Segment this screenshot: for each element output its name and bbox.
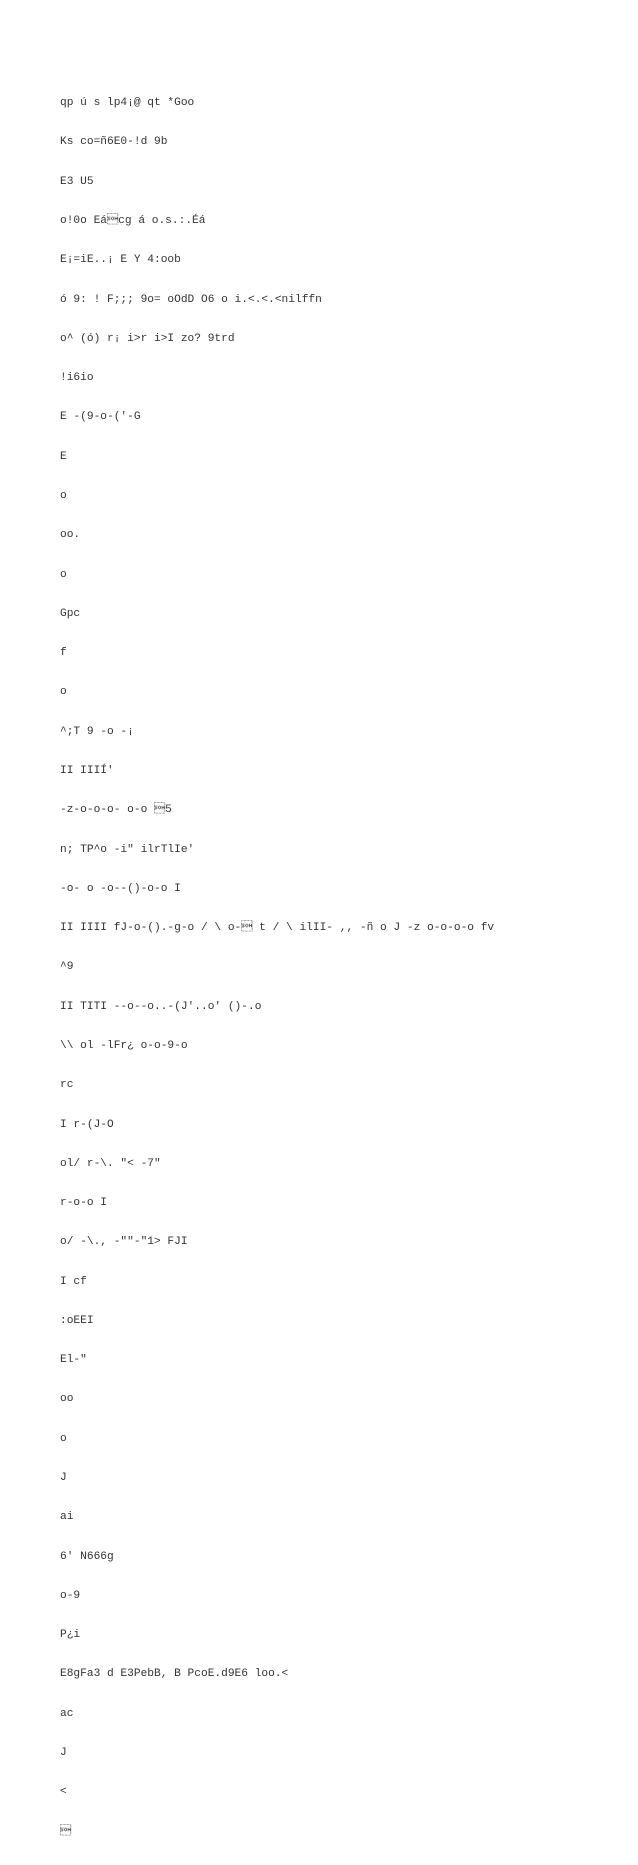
text-line: qp ú s lp4¡@ qt *Goo	[60, 97, 195, 110]
text-line: o-9	[60, 1589, 81, 1602]
text-line: Gpc	[60, 607, 81, 620]
text-line: o	[60, 1432, 67, 1445]
text-line: I cf	[60, 1275, 87, 1288]
text-line: n; TP^o -i" ilrTlIe'	[60, 843, 195, 856]
text-line: ac	[60, 1707, 74, 1720]
ocr-text-block	[60, 71, 620, 1865]
text-line: f	[60, 647, 67, 660]
text-line: J	[60, 1747, 67, 1759]
text-line: E	[60, 450, 67, 463]
text-line: \\ ol -lFr¿ o-o-9-o	[60, 1039, 188, 1052]
text-line: I r-(J-O	[60, 1118, 114, 1131]
text-line: o	[60, 568, 67, 581]
text-line: !i6io	[60, 372, 94, 385]
text-line: E¡=iE..¡ E Y 4:oob	[60, 254, 181, 267]
text-line: II IIII fJ-o-().-g-o / \ o- t / \ ilII- ,, -ñ o J -z o-o-o-o fv	[60, 922, 495, 935]
text-line: oo	[60, 1393, 74, 1406]
text-line: o/ -\., -""-"1> FJI	[60, 1236, 188, 1249]
text-line: 	[60, 1825, 72, 1838]
text-line: II TITI --o--o..-(J'..o' ()-.o	[60, 1000, 262, 1013]
text-line: J	[60, 1472, 67, 1485]
text-line: P¿i	[60, 1629, 81, 1642]
text-line: :oEEI	[60, 1314, 94, 1327]
text-line: -z-o-o-o- o-o 5	[60, 804, 172, 817]
text-line: ^;T 9 -o -¡	[60, 725, 134, 738]
text-line: ó 9: ! F;;; 9o= oOdD O6 o i.<.<.<nilffn	[60, 293, 322, 306]
text-line: 6' N666g	[60, 1550, 114, 1563]
text-line: o!0o Eácg á o.s.:.Éá	[60, 215, 206, 228]
text-line: E3 U5	[60, 175, 94, 188]
text-line: El-"	[60, 1354, 87, 1367]
text-line: o^ (ó) r¡ i>r i>I zo? 9trd	[60, 332, 235, 345]
text-line: II IIIÍ'	[60, 764, 114, 777]
text-line: <	[60, 1786, 67, 1799]
text-line: E -(9-o-('-G	[60, 411, 141, 424]
text-line: r-o-o I	[60, 1197, 107, 1210]
text-line: ai	[60, 1511, 74, 1524]
text-line: rc	[60, 1079, 74, 1092]
text-line: oo.	[60, 529, 81, 542]
text-line: ^9	[60, 961, 74, 974]
text-line: o	[60, 490, 67, 502]
text-line: E8gFa3 d E3PebB, B PcoE.d9E6 loo.<	[60, 1668, 289, 1681]
text-line: ol/ r-\. "< -7"	[60, 1157, 161, 1170]
text-line: -o- o -o--()-o-o I	[60, 882, 181, 895]
text-line: o	[60, 686, 67, 699]
text-line: Ks co=ñ6E0-!d 9b	[60, 136, 168, 149]
